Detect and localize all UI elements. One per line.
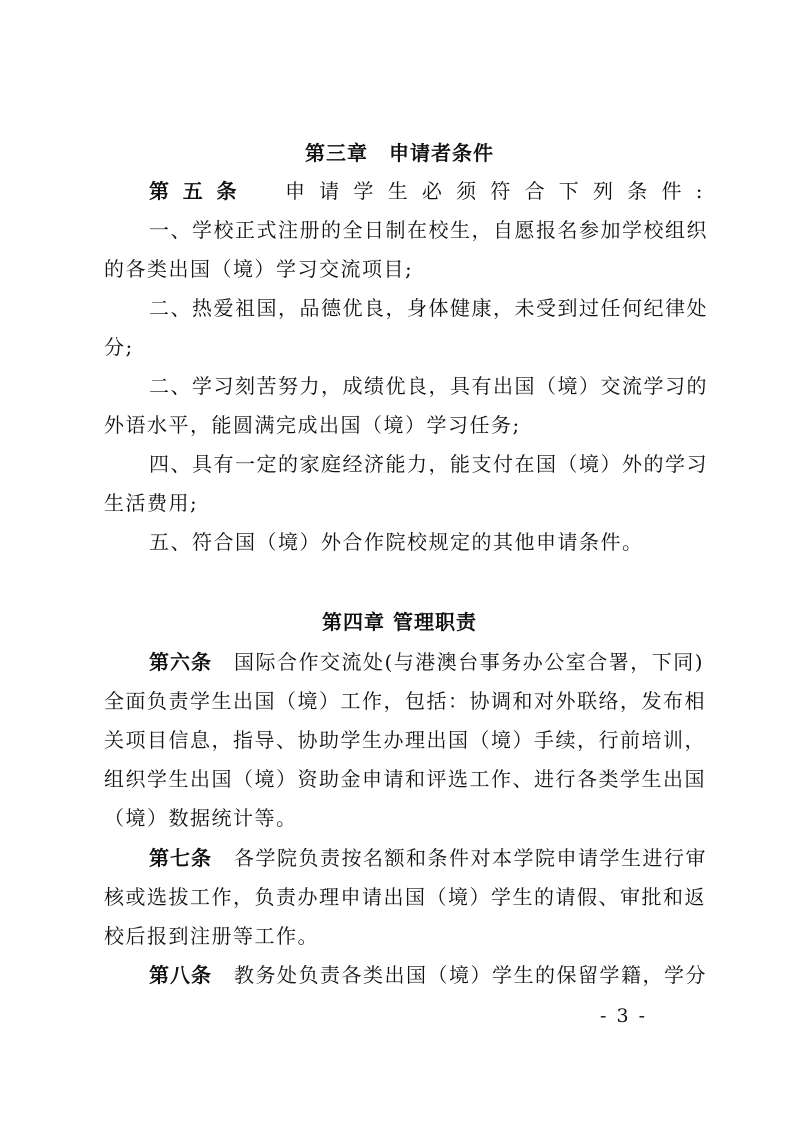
article-5-line-1: [149, 179, 704, 203]
article-6-line-2: 全面负责学生出国（境）工作，包括：协调和对外联络，发布相: [104, 689, 706, 713]
article-6-line-1: [149, 650, 704, 674]
article-6-label: 第六条: [149, 650, 212, 674]
chapter-4-heading: 第四章 管理职责: [322, 610, 477, 634]
article-8-label: 第八条: [149, 963, 212, 987]
article-6-line-4: 组织学生出国（境）资助金申请和评选工作、进行各类学生出国: [104, 767, 706, 791]
article-5-text: 申请学生必须符合下列条件:: [272, 179, 704, 203]
article-5-item-3-line-1: 二、学习刻苦努力，成绩优良，具有出国（境）交流学习的: [149, 374, 708, 398]
article-6-text: 国际合作交流处(与港澳台事务办公室合署，下同): [234, 650, 705, 674]
article-5-item-2-line-2: 分;: [104, 335, 134, 359]
article-7-label: 第七条: [149, 846, 212, 870]
page-number: - 3 -: [600, 1005, 648, 1027]
article-5-item-4-line-2: 生活费用;: [104, 491, 199, 515]
article-8-line-1: [149, 963, 707, 987]
article-8-text: 教务处负责各类出国（境）学生的保留学籍，学分: [234, 963, 707, 987]
article-5-item-2-line-1: 二、热爱祖国，品德优良，身体健康，未受到过任何纪律处: [149, 296, 708, 320]
article-7-line-2: 核或选拔工作，负责办理申请出国（境）学生的请假、审批和返: [104, 885, 706, 909]
article-6-line-5: （境）数据统计等。: [104, 806, 298, 830]
article-7-text: 各学院负责按名额和条件对本学院申请学生进行审: [234, 846, 707, 870]
article-5-item-5-line-1: 五、符合国（境）外合作院校规定的其他申请条件。: [149, 530, 644, 554]
article-5-item-1-line-2: 的各类出国（境）学习交流项目;: [104, 257, 414, 281]
article-5-label: 第五条: [149, 179, 251, 203]
article-7-line-3: 校后报到注册等工作。: [104, 924, 319, 948]
article-5-item-1-line-1: 一、学校正式注册的全日制在校生，自愿报名参加学校组织: [149, 218, 708, 242]
article-7-line-1: [149, 846, 707, 870]
chapter-3-heading: 第三章 申请者条件: [305, 141, 494, 165]
article-5-item-3-line-2: 外语水平，能圆满完成出国（境）学习任务;: [104, 413, 521, 437]
article-5-item-4-line-1: 四、具有一定的家庭经济能力，能支付在国（境）外的学习: [149, 452, 708, 476]
article-6-line-3: 关项目信息，指导、协助学生办理出国（境）手续，行前培训，: [104, 728, 706, 752]
